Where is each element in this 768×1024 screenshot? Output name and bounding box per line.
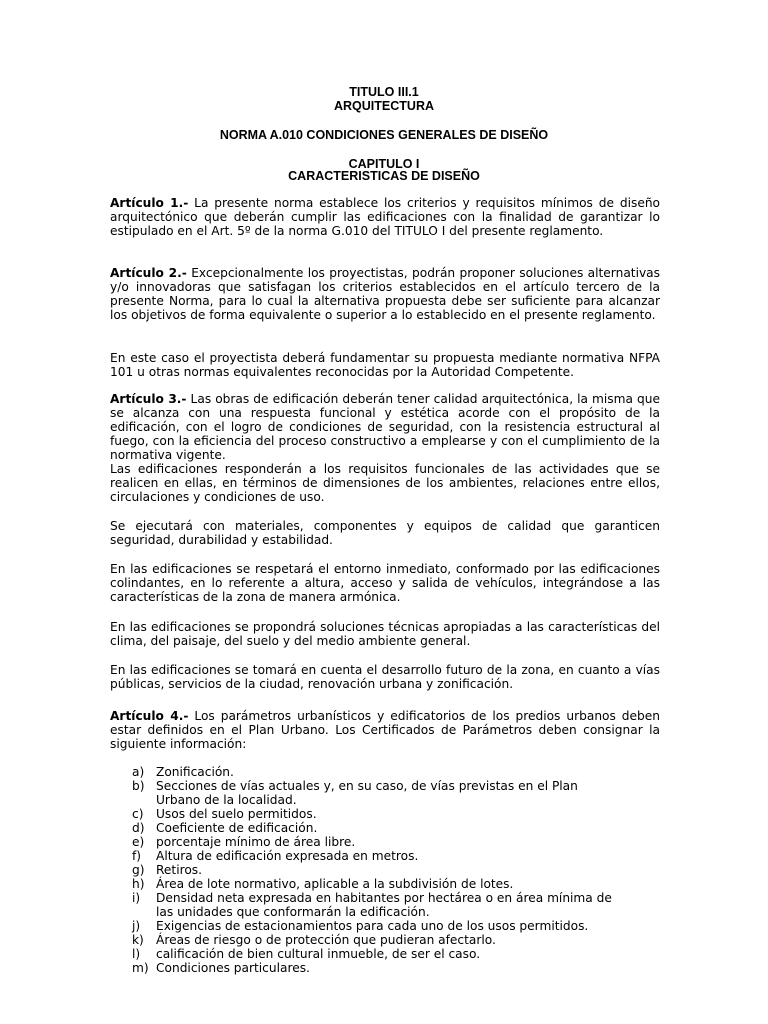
article-3 <box>110 392 660 462</box>
article-4-label: Artículo 4.- <box>110 709 189 723</box>
list-item <box>110 779 626 807</box>
list-item <box>110 933 626 947</box>
article-3-paragraph-5: En las edificaciones se propondrá soluciones técnicas apropiadas a las características del clima, del paisaje, del suelo y del medio ambiente general. <box>110 620 660 648</box>
list-item-marker: m) <box>132 961 149 975</box>
list-item-text: porcentaje mínimo de área libre. <box>156 835 356 849</box>
list-item <box>110 765 626 779</box>
norma-heading: NORMA A.010 CONDICIONES GENERALES DE DISEÑO <box>219 128 549 142</box>
article-2 <box>110 266 660 322</box>
list-item <box>110 863 626 877</box>
article-2-paragraph: En este caso el proyectista deberá fundamentar su propuesta mediante normativa NFPA 101 u otras normas equivalentes reconocidas por la Autoridad Competente. <box>110 351 660 379</box>
article-1-label: Artículo 1.- <box>110 196 189 210</box>
parameters-list <box>110 765 660 975</box>
list-item-marker: e) <box>132 835 145 849</box>
chapter-title: CARACTERISTICAS DE DISEÑO <box>288 169 480 183</box>
list-item-text: calificación de bien cultural inmueble, de ser el caso. <box>156 947 481 961</box>
list-item-marker: f) <box>132 849 142 863</box>
list-item <box>110 947 626 961</box>
article-3-paragraph-4: En las edificaciones se respetará el entorno inmediato, conformado por las edificaciones colindantes, en lo referente a altura, acceso y salida de vehículos, integrándose a las características de la zona de manera armónica. <box>110 562 660 604</box>
list-item <box>110 877 626 891</box>
list-item-text: Altura de edificación expresada en metros. <box>156 849 419 863</box>
article-3-paragraph-2: Las edificaciones responderán a los requisitos funcionales de las actividades que se realicen en ellas, en términos de dimensiones de los ambientes, relaciones entre ellos, circulaciones y condiciones de uso. <box>110 462 660 504</box>
list-item <box>110 835 626 849</box>
article-4-text: Los parámetros urbanísticos y edificatorios de los predios urbanos deben estar definidos en el Plan Urbano. Los Certificados de Parámetros deben consignar la siguiente información: <box>110 709 661 751</box>
list-item <box>110 891 626 919</box>
list-item-marker: b) <box>132 779 145 793</box>
list-item <box>110 919 626 933</box>
document-title: TITULO III.1 <box>349 85 419 99</box>
article-3-text: Las obras de edificación deberán tener calidad arquitectónica, la misma que se alcanza con una respuesta funcional y estética acorde con el propósito de la edificación, con el logro de condiciones de seguridad, con la resistencia estructural al fuego, con la eficiencia del proceso constructivo a emplearse y con el cumplimiento de la normativa vigente. <box>110 392 661 462</box>
document-subtitle: ARQUITECTURA <box>334 99 434 113</box>
list-item <box>110 849 626 863</box>
article-3-paragraph-3: Se ejecutará con materiales, componentes y equipos de calidad que garanticen seguridad, durabilidad y estabilidad. <box>110 519 660 547</box>
list-item-marker: g) <box>132 863 145 877</box>
list-item-text: Usos del suelo permitidos. <box>156 807 317 821</box>
list-item-marker: a) <box>132 765 145 779</box>
article-2-label: Artículo 2.- <box>110 266 187 280</box>
article-4 <box>110 709 660 751</box>
list-item-marker: l) <box>132 947 141 961</box>
list-item-marker: d) <box>132 821 145 835</box>
article-3-paragraph-6: En las edificaciones se tomará en cuenta el desarrollo futuro de la zona, en cuanto a vías públicas, servicios de la ciudad, renovación urbana y zonificación. <box>110 663 660 691</box>
article-1-text: La presente norma establece los criterios y requisitos mínimos de diseño arquitectónico que deberán cumplir las edificaciones con la finalidad de garantizar lo estipulado en el Art. 5º de la norma G.010 del TITULO I del presente reglamento. <box>110 196 660 238</box>
list-item-marker: j) <box>132 919 141 933</box>
list-item-marker: k) <box>132 933 144 947</box>
chapter-heading: CAPITULO I <box>348 157 420 171</box>
list-item <box>110 821 626 835</box>
article-3-label: Artículo 3.- <box>110 392 187 406</box>
list-item-text: Área de lote normativo, aplicable a la subdivisión de lotes. <box>156 877 514 891</box>
list-item-text: Secciones de vías actuales y, en su caso, de vías previstas en el Plan Urbano de la localidad. <box>156 779 578 807</box>
list-item-text: Retiros. <box>156 863 203 877</box>
list-item-marker: h) <box>132 877 145 891</box>
article-1 <box>110 196 660 238</box>
list-item-text: Densidad neta expresada en habitantes por hectárea o en área mínima de las unidades que conformarán la edificación. <box>156 891 612 919</box>
list-item-text: Zonificación. <box>156 765 234 779</box>
list-item <box>110 807 626 821</box>
list-item-marker: i) <box>132 891 141 905</box>
list-item-text: Exigencias de estacionamientos para cada uno de los usos permitidos. <box>156 919 589 933</box>
list-item <box>110 961 626 975</box>
list-item-text: Coeficiente de edificación. <box>156 821 318 835</box>
list-item-text: Condiciones particulares. <box>156 961 310 975</box>
list-item-text: Áreas de riesgo o de protección que pudieran afectarlo. <box>156 933 496 947</box>
article-2-text: Excepcionalmente los proyectistas, podrán proponer soluciones alternativas y/o innovadoras que satisfagan los criterios establecidos en el artículo tercero de la presente Norma, para lo cual la alternativa propuesta debe ser suficiente para alcanzar los objetivos de forma equivalente o superior a lo establecido en el presente reglamento. <box>110 266 660 322</box>
list-item-marker: c) <box>132 807 144 821</box>
